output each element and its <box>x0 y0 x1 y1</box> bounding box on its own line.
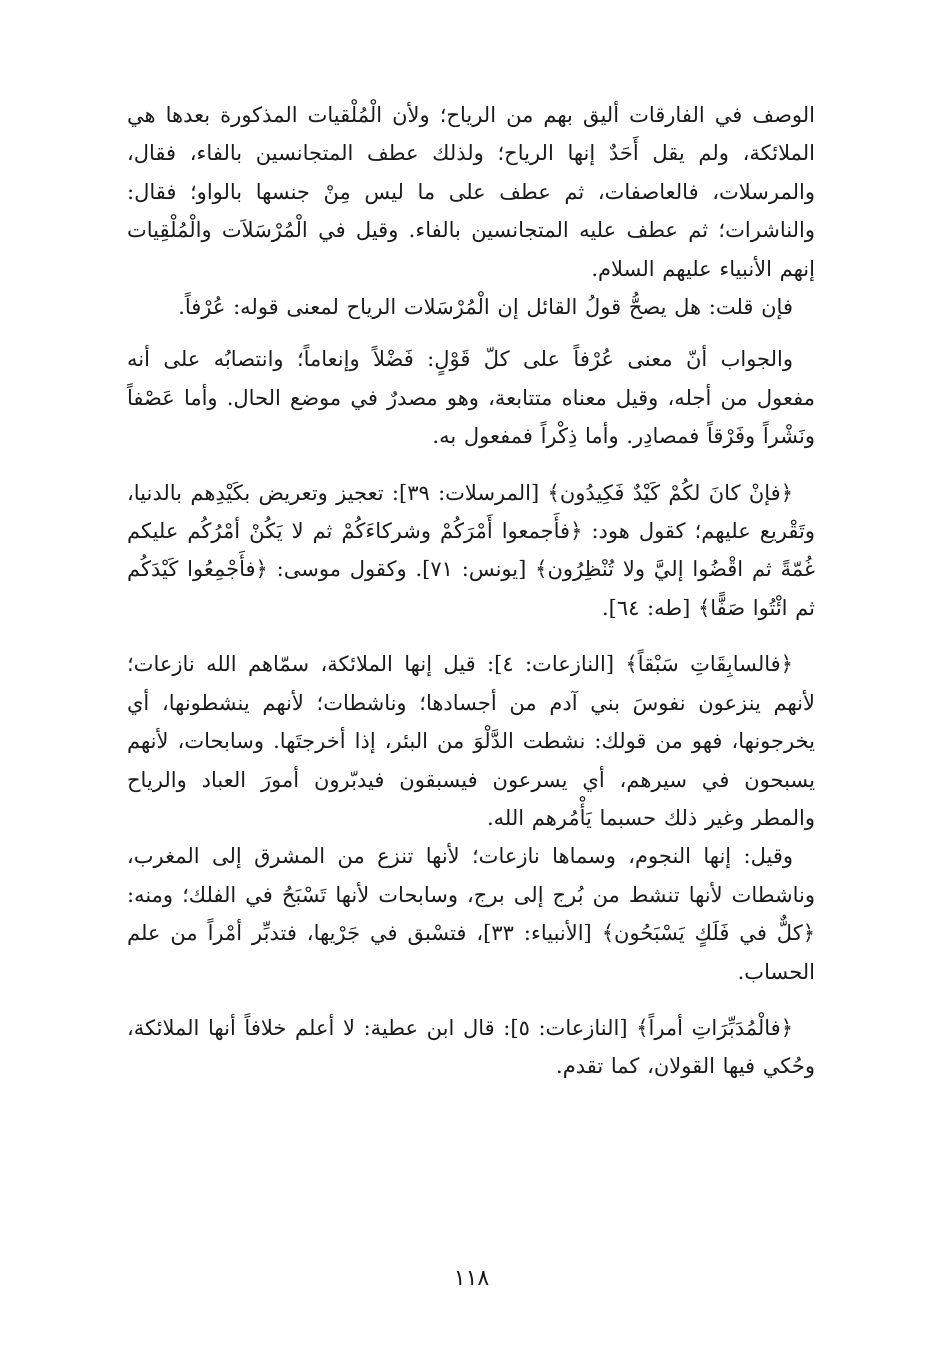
paragraph-3: والجواب أنّ معنى عُرْفاً على كلّ قَوْلٍ: فَضْلاً وإنعاماً؛ وانتصابُه على أنه مفعول من أجله، وقيل معناه متتابعة، وهو مصدرٌ في موضع الحال. وأما عَصْفاً ونَشْراً وفَرْقاً فمصادِر. وأما ذِكْراً فمفعول به. <box>127 347 815 449</box>
paragraph-6: وقيل: إنها النجوم، وسماها نازعات؛ لأنها تنزع من المشرق إلى المغرب، وناشطات لأنها تنشط من بُرج إلى برج، وسابحات لأنها تَسْبَحُ في الفلك؛ ومنه: ﴿كلٌّ في فَلَكٍ يَسْبَحُون﴾ [الأنبياء: ٣٣]، فتسْبق في جَرْيها، فتدبِّر أمْراً من علم الحساب. <box>127 844 816 984</box>
paragraph-1: الوصف في الفارقات أليق بهم من الرياح؛ ولأن الْمُلْقيات المذكورة بعدها هي الملائكة، ولم يقل أَحَدٌ إنها الرياح؛ ولذلك عطف المتجانسين بالفاء، فقال، والمرسلات، فالعاصفات، ثم عطف على ما ليس مِنْ جنسها بالواو؛ فقال: والناشرات؛ ثم عطف عليه المتجانسين بالفاء. وقيل في الْمُرْسَلاَت والْمُلْقِيات إنهم الأنبياء عليهم السلام. <box>127 103 815 281</box>
paragraph-5: ﴿فالسابِقَاتِ سَبْقاً﴾ [النازعات: ٤]: قيل إنها الملائكة، سمّاهم الله نازعات؛ لأنهم ينزعون نفوسَ بني آدم من أجسادها؛ وناشطات؛ لأنهم ينشطونها، أي يخرجونها، فهو من قولك: نشطت الدَّلْوَ من البئر، إذا أخرجتَها. وسابحات، لأنهم يسبحون في سيرهم، أي يسرعون فيسبقون فيدبّرون أمورَ العباد والرياح والمطر وغير ذلك حسبما يَأْمُرهم الله. <box>127 652 815 830</box>
paragraph-7: ﴿فالْمُدَبِّرَاتِ أمراً﴾ [النازعات: ٥]: قال ابن عطية: لا أعلم خلافاً أنها الملائكة، وحُكي فيها القولان، كما تقدم. <box>127 1015 815 1079</box>
paragraph-2: فإن قلت: هل يصحُّ قولُ القائل إن الْمُرْسَلات الرياح لمعنى قوله: عُرْفاً. <box>178 295 793 320</box>
paragraph-4: ﴿فإنْ كانَ لكُمْ كَيْدٌ فَكِيدُون﴾ [المرسلات: ٣٩]: تعجيز وتعريض بكَيْدِهم بالدنيا، وتَقْريع عليهم؛ كقول هود: ﴿فأَجمعوا أَمْرَكُمْ وشركاءَكُمْ ثم لا يَكُنْ أمْرُكُم عليكم غُمّةً ثم اقْضُوا إليَّ ولا تُنْظِرُون﴾ [يونس: ٧١]. وكقول موسى: ﴿فأَجْمِعُوا كَيْدَكُم ثم ائْتُوا صَفًّا﴾ [طه: ٦٤]. <box>127 480 815 620</box>
page-number: ١١٨ <box>453 1266 490 1291</box>
page-text-body <box>127 96 815 1086</box>
